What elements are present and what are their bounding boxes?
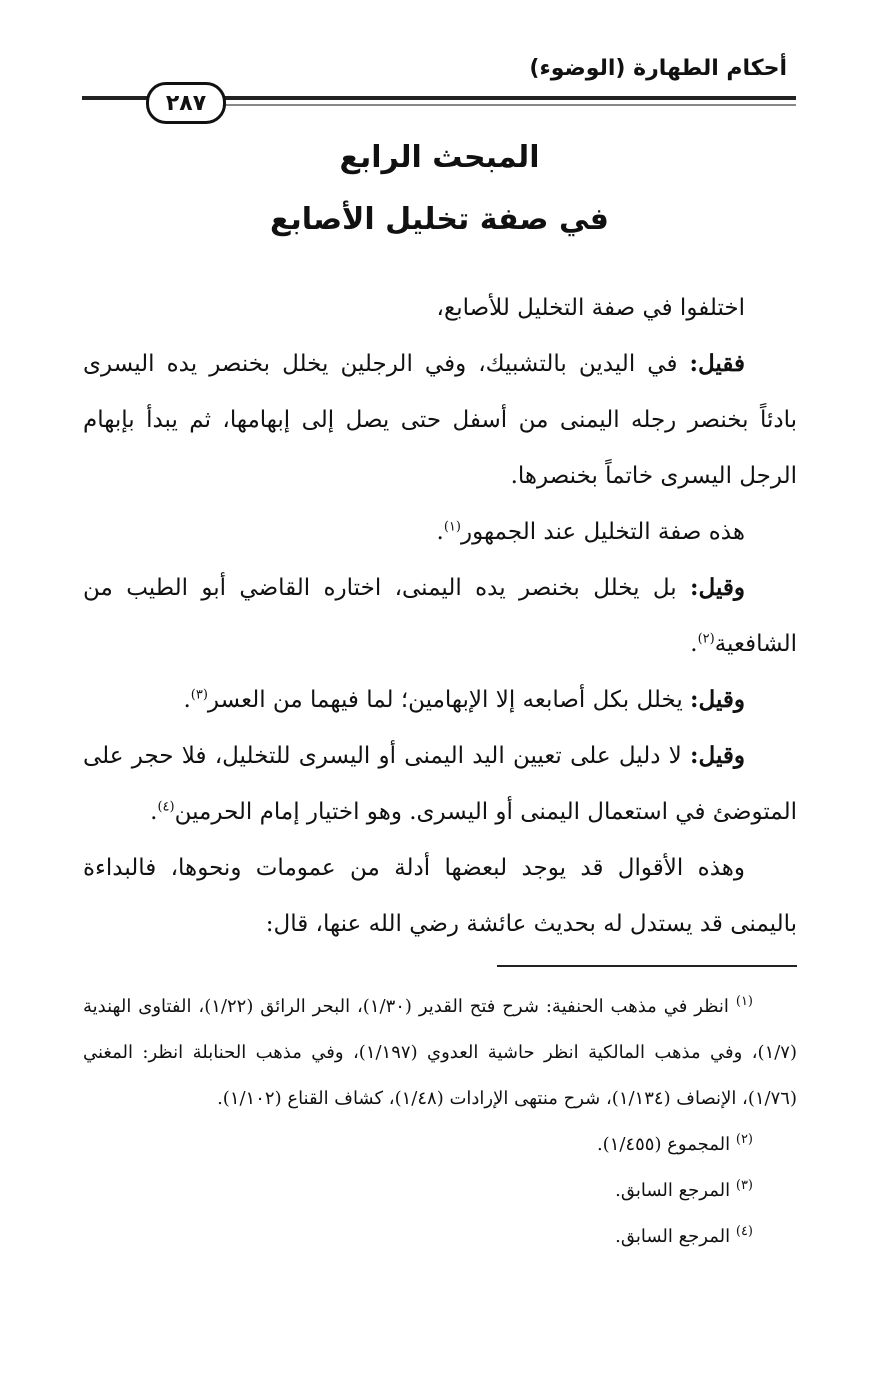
- opinion-lead: وقيل:: [690, 742, 745, 769]
- footnote-ref-1[interactable]: (١): [443, 519, 461, 535]
- paragraph-opinion-2: وقيل: بل يخلل بخنصر يده اليمنى، اختاره القاضي أبو الطيب من الشافعية$^{(٢)}$.: [83, 574, 797, 657]
- footnote-4: [83, 1214, 797, 1260]
- paragraph-majority: هذه صفة التخليل عند الجمهور$^{(١)}$.: [436, 519, 745, 545]
- opinion-text: يخلل بكل أصابعه إلا الإبهامين؛ لما فيهما من العسر: [207, 687, 691, 713]
- body-text: [83, 280, 797, 952]
- footnote-number: (٤): [735, 1224, 753, 1239]
- footnote-ref-4[interactable]: (٤): [157, 799, 175, 815]
- footnote-ref-3[interactable]: (٣): [190, 687, 208, 703]
- footnote-2: [83, 1122, 797, 1168]
- footnote-text: المرجع السابق.: [615, 1180, 736, 1201]
- footnote-1: [83, 984, 797, 1122]
- section-heading: المبحث الرابع: [339, 140, 540, 175]
- paragraph-opinion-1: [83, 336, 797, 504]
- section-title: في صفة تخليل الأصابع: [270, 202, 609, 237]
- opinion-lead: وقيل:: [690, 574, 745, 601]
- opinion-text: بل يخلل بخنصر يده اليمنى، اختاره القاضي أبو الطيب من الشافعية: [83, 575, 797, 657]
- footnote-number: (٢): [735, 1132, 753, 1147]
- running-title: أحكام الطهارة (الوضوء): [529, 56, 787, 81]
- opinion-text: لا دليل على تعيين اليد اليمنى أو اليسرى للتخليل، فلا حجر على المتوضئ في استعمال اليمنى أو اليسرى. وهو اختيار إمام الحرمين: [83, 743, 797, 825]
- footnote-separator: [497, 965, 797, 967]
- opinion-lead: وقيل:: [690, 686, 745, 713]
- footnote-text: انظر في مذهب الحنفية: شرح فتح القدير (١/٣٠)، البحر الرائق (١/٢٢)، الفتاوى الهندية (١/٧)، وفي مذهب المالكية انظر حاشية العدوي (١/١٩٧)، وفي مذهب الحنابلة انظر: المغني (١/٧٦)، الإنصاف (١/١٣٤)، شرح منتهى الإرادات (١/٤٨)، كشاف القناع (١/١٠٢).: [83, 996, 798, 1109]
- footnote-number: (١): [735, 994, 753, 1009]
- footnote-number: (٣): [735, 1178, 753, 1193]
- footnote-text: المجموع (١/٤٥٥).: [596, 1134, 736, 1155]
- paragraph-evidence: وهذه الأقوال قد يوجد لبعضها أدلة من عمومات ونحوها، فالبداءة باليمنى قد يستدل له بحديث عائشة رضي الله عنها، قال:: [83, 855, 797, 937]
- header-rule-thin: [216, 104, 796, 106]
- footnote-3: [83, 1168, 797, 1214]
- paragraph-opinion-4: وقيل: لا دليل على تعيين اليد اليمنى أو اليسرى للتخليل، فلا حجر على المتوضئ في استعمال اليمنى أو اليسرى. وهو اختيار إمام الحرمين$^{(٤)}$.: [83, 742, 797, 825]
- opinion-lead: فقيل:: [689, 350, 745, 377]
- footnotes: [83, 984, 797, 1260]
- paragraph-opinion-3: وقيل: يخلل بكل أصابعه إلا الإبهامين؛ لما فيهما من العسر$^{(٣)}$.: [183, 686, 745, 713]
- page-number: ٢٨٧: [146, 82, 226, 124]
- paragraph-intro: اختلفوا في صفة التخليل للأصابع،: [436, 295, 745, 321]
- majority-text: هذه صفة التخليل عند الجمهور: [460, 519, 745, 545]
- opinion-text: في اليدين بالتشبيك، وفي الرجلين يخلل بخنصر يده اليسرى بادئاً بخنصر رجله اليمنى من أسفل حتى يصل إلى إبهامها، ثم يبدأ بإبهام الرجل اليسرى خاتماً بخنصرها.: [83, 351, 797, 489]
- footnote-text: المرجع السابق.: [615, 1226, 736, 1247]
- footnote-ref-2[interactable]: (٢): [697, 631, 715, 647]
